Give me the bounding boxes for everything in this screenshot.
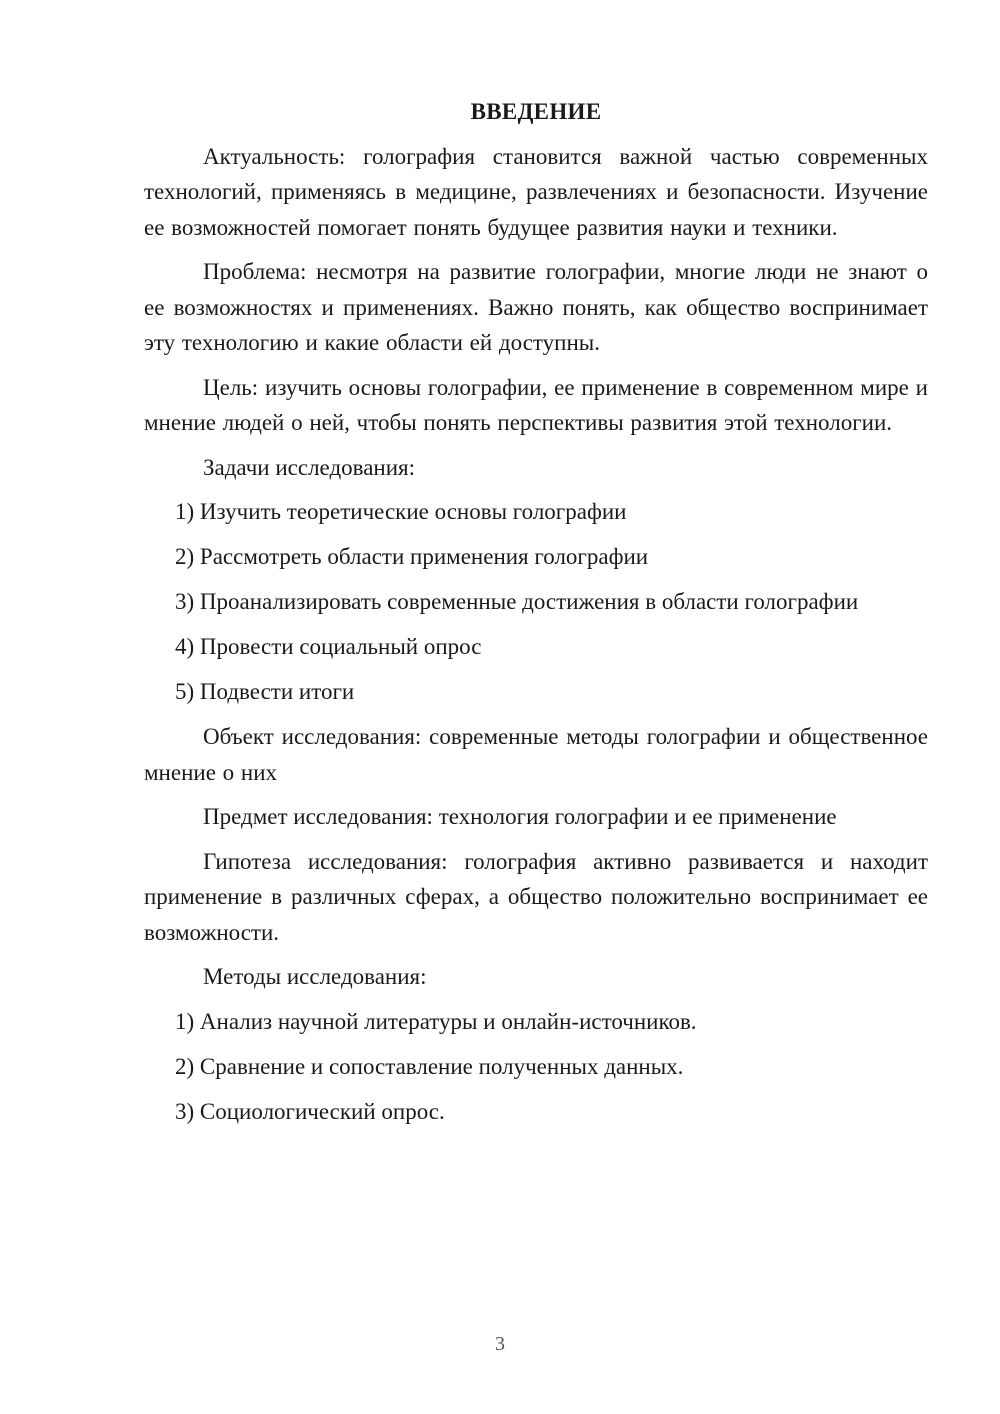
list-item: 2) Рассмотреть области применения голографии — [175, 544, 649, 569]
list-item: 2) Сравнение и сопоставление полученных данных. — [175, 1053, 684, 1079]
list-item: 4) Провести социальный опрос — [175, 634, 482, 659]
problem-paragraph: Проблема: несмотря на развитие голографии, многие люди не знают о ее возможностях и применениях. Важно понять, как общество воспринимает эту технологию и какие области ей доступны. — [144, 259, 928, 355]
list-item: 3) Проанализировать современные достижения в области голографии — [175, 589, 859, 614]
list-item: 5) Подвести итоги — [175, 679, 355, 704]
list-item: 1) Анализ научной литературы и онлайн-источников. — [175, 1008, 697, 1034]
methods-heading: Методы исследования: — [203, 964, 427, 989]
subject-paragraph: Предмет исследования: технология голографии и ее применение — [203, 804, 837, 829]
object-paragraph: Объект исследования: современные методы голографии и общественное мнение о них — [144, 724, 928, 785]
hypothesis-paragraph: Гипотеза исследования: голография активно развивается и находит применение в различных сферах, а общество положительно воспринимает ее возможности. — [144, 848, 928, 945]
page-title: ВВЕДЕНИЕ — [470, 99, 602, 124]
methods-list — [144, 1004, 928, 1130]
tasks-heading: Задачи исследования: — [203, 454, 416, 480]
list-item: 1) Изучить теоретические основы голографии — [175, 499, 627, 524]
goal-paragraph: Цель: изучить основы голографии, ее применение в современном мире и мнение людей о ней, чтобы понять перспективы развития этой технологии. — [144, 374, 928, 435]
relevance-paragraph: Актуальность: голография становится важной частью современных технологий, применяясь в медицине, развлечениях и безопасности. Изучение ее возможностей помогает понять будущее развития науки и техники. — [144, 143, 928, 240]
page-number: 3 — [495, 1333, 505, 1355]
list-item: 3) Социологический опрос. — [175, 1098, 445, 1124]
tasks-list — [144, 494, 928, 710]
document-body — [144, 94, 928, 1139]
